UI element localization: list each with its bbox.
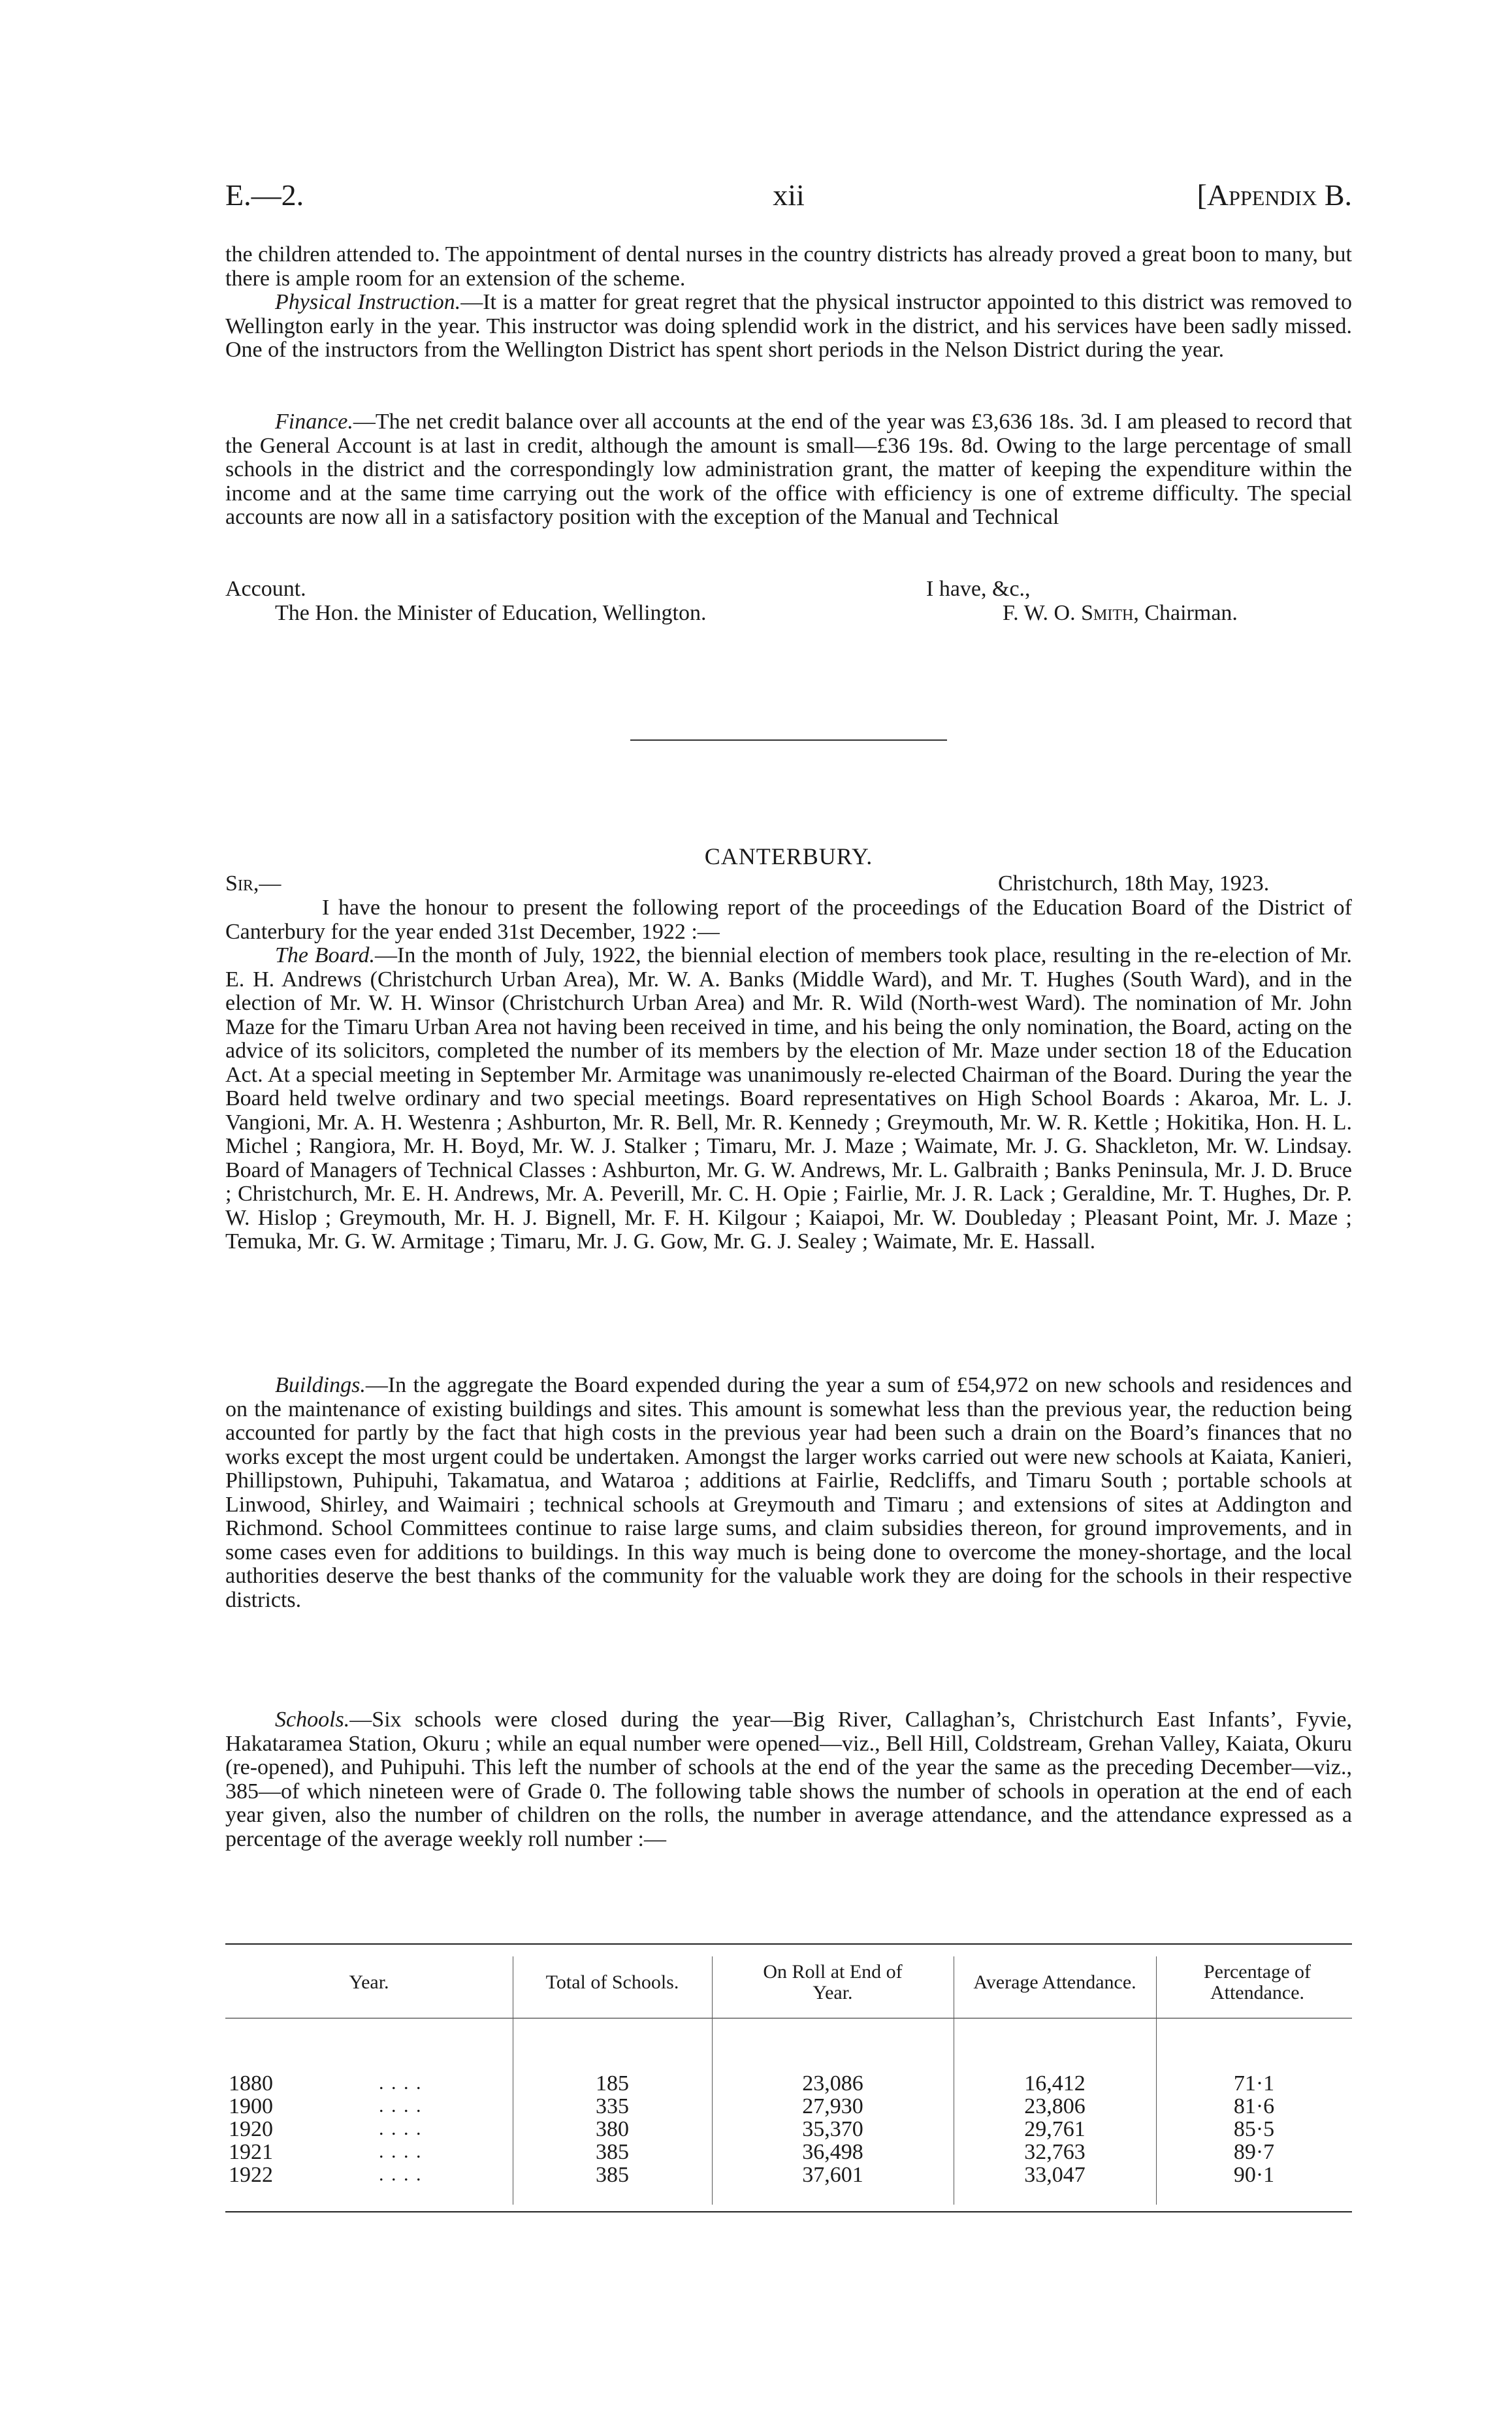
- leader-dots: . . . .: [379, 2118, 423, 2139]
- buildings-heading: Buildings.: [275, 1373, 366, 1397]
- buildings-paragraph: Buildings.—In the aggregate the Board expended during the year a sum of £54,972 on new schools and residences and on the maintenance of existing buildings and sites. This amount is somewhat less than the previous year, the reduction being accounted for partly by the fact that high costs in the previous year had been such a drain on the Board’s finances that no works except the most urgent could be undertaken. Amongst the larger works carried out were new schools at Kaiata, Kanieri, Phillipstown, Puhipuhi, Takamatua, and Wataroa ; additions at Fairlie, Redcliffs, and Timaru South ; portable schools at Linwood, Shirley, and Waimairi ; technical schools at Greymouth and Timaru ; and extensions of sites at Addington and Richmond. School Committees continue to raise large sums, and claim subsidies thereon, for ground improvements, and in some cases even for additions to buildings. In this way much is being done to overcome the money-shortage, and the local authorities deserve the best thanks of the community for the valuable work they are doing for the schools in their respective districts.: [225, 1373, 1352, 1612]
- cell-attendance: 29,761: [1024, 2117, 1086, 2141]
- leader-dots: . . . .: [379, 2141, 423, 2162]
- section-title-canterbury: CANTERBURY.: [704, 843, 873, 869]
- cell-roll: 27,930: [802, 2094, 863, 2118]
- account-word: Account.: [225, 577, 306, 601]
- leader-dots: . . . .: [379, 2095, 423, 2116]
- board-paragraph: The Board.—In the month of July, 1922, the biennial election of members took place, resulting in the re-election of Mr. E. H. Andrews (Christchurch Urban Area), Mr. W. A. Banks (Middle Ward), and Mr. T. Hughes (South Ward), and in the election of Mr. W. H. Winsor (Christchurch Urban Area) and Mr. R. Wild (North-west Ward). The nomination of Mr. John Maze for the Timaru Urban Area not having been received in time, and his being the only nomination, the Board, acting on the advice of its solicitors, completed the number of its members by the election of Mr. Maze under section 18 of the Education Act. At a special meeting in September Mr. Armitage was unanimously re-elected Chairman of the Board. During the year the Board held twelve ordinary and two special meetings. Board representatives on High School Boards : Akaroa, Mr. L. J. Vangioni, Mr. A. H. Westenra ; Ashburton, Mr. R. Bell, Mr. R. Kennedy ; Greymouth, Mr. W. R. Kettle ; Hokitika, Hon. H. L. Michel ; Rangiora, Mr. H. Boyd, Mr. W. J. Stalker ; Timaru, Mr. J. Maze ; Waimate, Mr. J. G. Shackleton, Mr. W. Lindsay. Board of Managers of Technical Classes : Ashburton, Mr. G. W. Andrews, Mr. L. Galbraith ; Banks Peninsula, Mr. J. D. Bruce ; Christchurch, Mr. E. H. Andrews, Mr. A. Peverill, Mr. C. H. Opie ; Fairlie, Mr. J. R. Lack ; Geraldine, Mr. T. Hughes, Dr. P. W. Hislop ; Greymouth, Mr. H. J. Bignell, Mr. F. H. Kilgour ; Kaiapoi, Mr. W. Doubleday ; Pleasant Point, Mr. J. Maze ; Temuka, Mr. G. W. Armitage ; Timaru, Mr. J. G. Gow, Mr. G. J. Sealey ; Waimate, Mr. E. Hassall.: [225, 943, 1352, 1254]
- intro-paragraph: I have the honour to present the following report of the proceedings of the Education Board of the District of Canterbury for the year ended 31st December, 1922 :—: [225, 896, 1352, 944]
- cell-year: 1900: [229, 2094, 273, 2118]
- closing-salutation: I have, &c.,: [926, 577, 1031, 601]
- physical-instruction-heading: Physical Instruction.: [275, 290, 461, 314]
- header-appendix: [Appendix B.: [1197, 178, 1352, 212]
- letter-opening: [225, 872, 1352, 896]
- cell-attendance: 33,047: [1024, 2163, 1086, 2187]
- finance-heading: Finance.: [275, 410, 353, 434]
- leader-dots: . . . .: [379, 2072, 423, 2094]
- header-document-code: E.—2.: [225, 178, 304, 212]
- header-page-number: xii: [773, 178, 805, 212]
- continuation-paragraph: the children attended to. The appointment of dental nurses in the country districts has already proved a great boon to many, but there is ample room for an extension of the scheme.: [225, 242, 1352, 291]
- header-year: Year.: [349, 1971, 389, 1993]
- section-divider: [630, 739, 947, 741]
- signature-line: [225, 602, 1352, 626]
- cell-roll: 36,498: [802, 2140, 863, 2164]
- finance-paragraph: Finance.—The net credit balance over all accounts at the end of the year was £3,636 18s. 3d. I am pleased to record that the General Account is at last in credit, although the amount is small—£36 19s. 8d. Owing to the large percentage of small schools in the district and the correspondingly low administration grant, the matter of keeping the expenditure within the income and at the same time carrying out the work of the office with efficiency is one of extreme difficulty. The special accounts are now all in a satisfactory position with the exception of the Manual and Technical: [225, 410, 1352, 529]
- signature: F. W. O. Smith, Chairman.: [1003, 601, 1238, 625]
- cell-total: 335: [596, 2094, 629, 2118]
- header-total-schools: Total of Schools.: [545, 1971, 679, 1993]
- cell-year: 1880: [229, 2071, 273, 2096]
- place-date: Christchurch, 18th May, 1923.: [998, 871, 1270, 896]
- salutation: Sir,—: [225, 871, 281, 896]
- table-bottom-rule: [225, 2211, 1352, 2212]
- cell-roll: 35,370: [802, 2117, 863, 2141]
- header-on-roll: On Roll at End of Year.: [763, 1961, 903, 2003]
- header-average-attendance: Average Attendance.: [973, 1971, 1136, 1993]
- cell-total: 185: [596, 2071, 629, 2096]
- schools-heading: Schools.: [275, 1708, 350, 1732]
- board-heading: The Board.: [275, 943, 376, 967]
- header-percentage: Percentage of Attendance.: [1203, 1961, 1311, 2003]
- cell-percentage: 71·1: [1233, 2071, 1275, 2096]
- leader-dots: . . . .: [379, 2163, 423, 2185]
- schools-paragraph: Schools.—Six schools were closed during the year—Big River, Callaghan’s, Christchurch East Infants’, Fyvie, Hakataramea Station, Okuru ; while an equal number were opened—viz., Bell Hill, Coldstream, Grehan Valley, Kaiata, Okuru (re-opened), and Puhipuhi. This left the number of schools at the end of the year the same as the preceding December—viz., 385—of which nineteen were of Grade 0. The following table shows the number of schools in operation at the end of each year given, also the number of children on the rolls, the number in average attendance, and the attendance expressed as a percentage of the average weekly roll number :—: [225, 1708, 1352, 1851]
- cell-percentage: 90·1: [1233, 2163, 1275, 2187]
- cell-roll: 23,086: [802, 2071, 863, 2096]
- cell-percentage: 89·7: [1233, 2140, 1275, 2164]
- cell-percentage: 81·6: [1233, 2094, 1275, 2118]
- cell-attendance: 32,763: [1024, 2140, 1086, 2164]
- schools-statistics-table: [225, 1943, 1352, 2222]
- cell-percentage: 85·5: [1233, 2117, 1275, 2141]
- addressee: The Hon. the Minister of Education, Wellington.: [275, 601, 707, 625]
- cell-total: 385: [596, 2140, 629, 2164]
- closing-line: [225, 577, 1352, 602]
- physical-instruction-paragraph: Physical Instruction.—It is a matter for great regret that the physical instructor appointed to this district was removed to Wellington early in the year. This instructor was doing splendid work in the district, and his services have been sadly missed. One of the instructors from the Wellington District has spent short periods in the Nelson District during the year.: [225, 290, 1352, 362]
- table-top-rule: [225, 1943, 1352, 1945]
- cell-attendance: 16,412: [1024, 2071, 1086, 2096]
- cell-year: 1920: [229, 2117, 273, 2141]
- cell-year: 1921: [229, 2140, 273, 2164]
- cell-roll: 37,601: [802, 2163, 863, 2187]
- cell-total: 385: [596, 2163, 629, 2187]
- cell-year: 1922: [229, 2163, 273, 2187]
- running-header: [225, 178, 1352, 217]
- cell-total: 380: [596, 2117, 629, 2141]
- cell-attendance: 23,806: [1024, 2094, 1086, 2118]
